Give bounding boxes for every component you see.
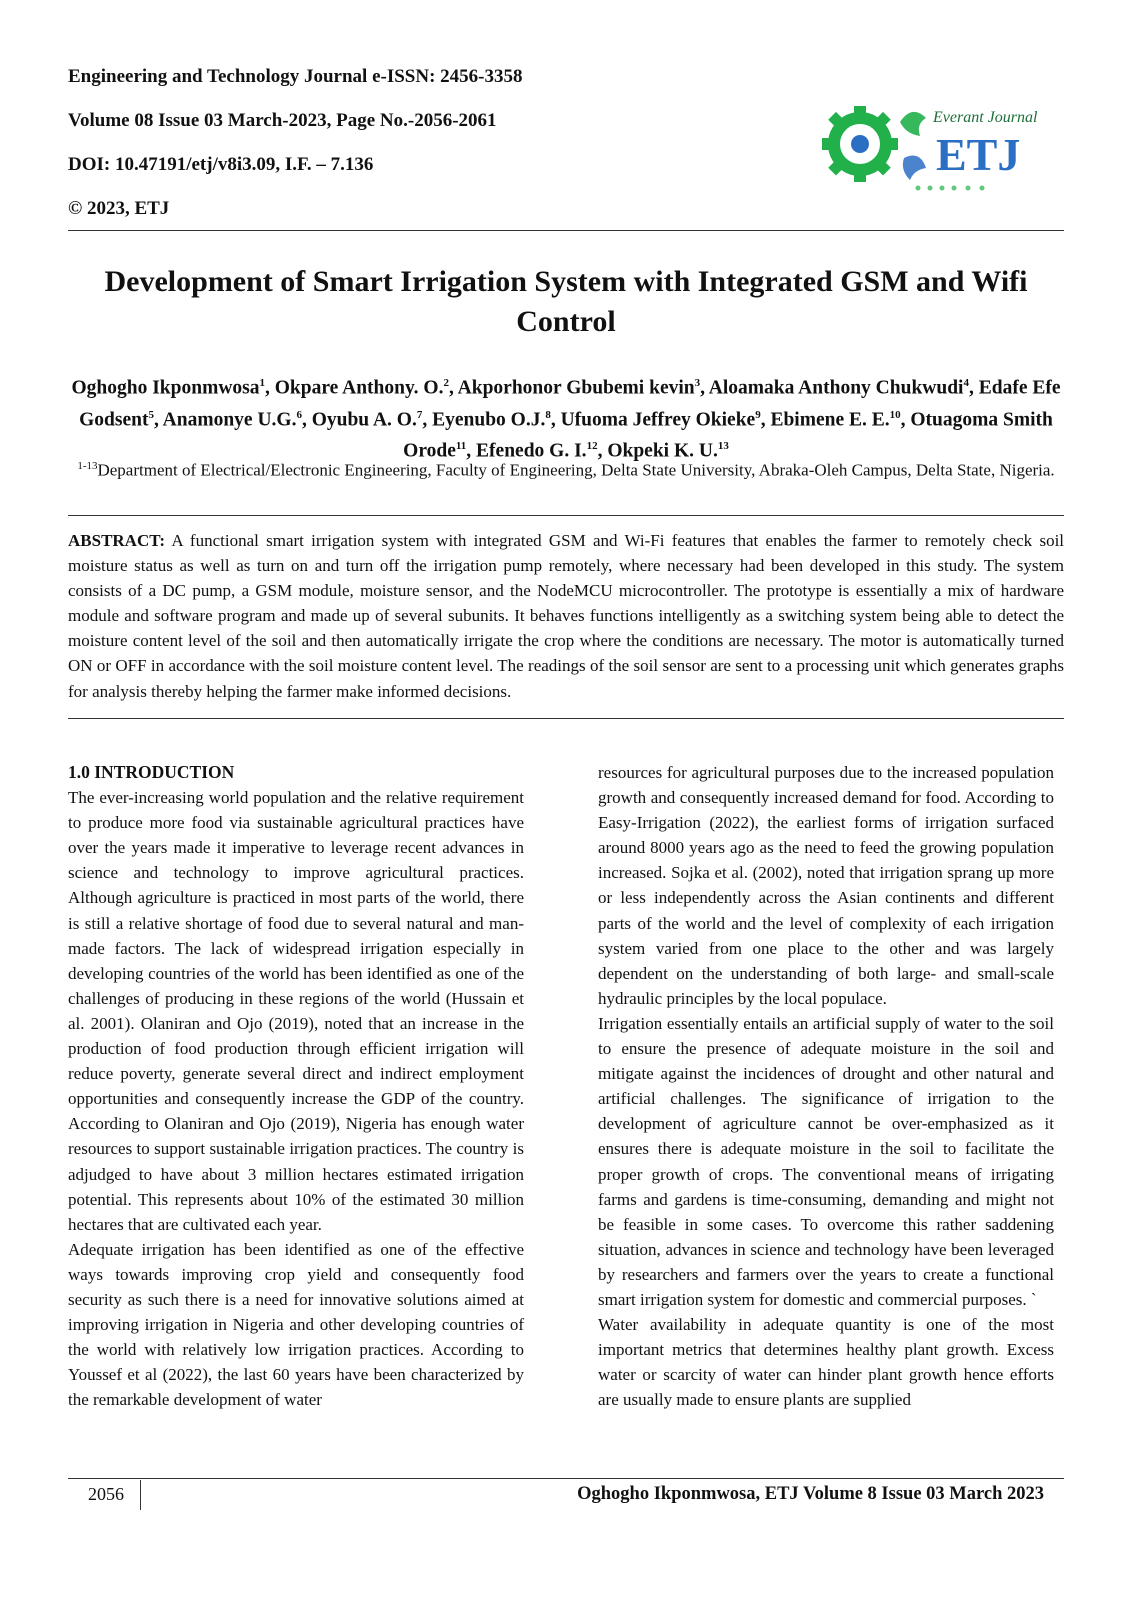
copyright: © 2023, ETJ	[68, 198, 170, 219]
author-affiliation-sup: 8	[545, 408, 551, 421]
abstract-label: ABSTRACT:	[68, 531, 165, 550]
journal-header	[68, 66, 828, 242]
running-footer: Oghogho Ikponmwosa, ETJ Volume 8 Issue 03 March 2023	[577, 1484, 1044, 1504]
footer-divider	[68, 1478, 1064, 1479]
affiliation-sup: 1-13	[77, 460, 98, 472]
author-name: Efenedo G. I.	[476, 440, 587, 462]
author-name: Okpare Anthony. O.	[274, 377, 444, 399]
author-affiliation-sup: 13	[717, 440, 729, 452]
author-name: Anamonye U.G.	[162, 409, 297, 430]
author-affiliation-sup: 11	[455, 440, 467, 452]
paragraph: resources for agricultural purposes due to the increased population growth and consequently increased demand for food. According to Easy-Irrigation (2022), the earliest forms of irrigation surfaced around 8000 years ago as the need to feed the growing population increased. Sojka et al. (2002), noted that irrigation sprang up more or less independently across the Asian continents and different parts of the world and the level of complexity of each irrigation system varied from one place to the other and was largely dependent on the understanding of both large- and small-scale hydraulic principles by the local populace.	[598, 763, 1054, 1008]
author-name: Edafe Efe Godsent	[79, 377, 1061, 430]
author-name: Ebimene E. E.	[770, 409, 890, 430]
author-name: Aloamaka Anthony Chukwudi	[708, 377, 964, 399]
author-affiliation-sup: 2	[443, 377, 449, 389]
author-name: Otuagoma Smith Orode	[403, 409, 1053, 462]
logo-main-text: ETJ	[936, 129, 1021, 180]
author-affiliation-sup: 12	[586, 440, 598, 452]
author-name: Akporhonor Gbubemi kevin	[457, 377, 695, 399]
author-name: Oghogho Ikponmwosa	[71, 377, 260, 399]
author-affiliation-sup: 7	[416, 408, 423, 421]
gear-icon	[822, 106, 898, 182]
paragraph: Adequate irrigation has been identified as one of the effective ways towards improving crop yield and consequently food security as such there is a need for innovative solutions aimed at improving irrigation in Nigeria and other developing countries of the world with relatively low irrigation practices. According to Youssef et al (2022), the last 60 years have been characterized by the remarkable development of water	[68, 1239, 524, 1410]
right-column	[598, 760, 1054, 1412]
author-name: Oyubu A. O.	[311, 409, 417, 430]
affiliation	[68, 454, 1064, 483]
affiliation-text: Department of Electrical/Electronic Engineering, Faculty of Engineering, Delta State University, Abraka-Oleh Campus, Delta State, Nigeria.	[97, 460, 1055, 480]
author-affiliation-sup: 10	[889, 408, 901, 421]
abstract	[68, 528, 1064, 704]
abstract-bottom-divider	[68, 718, 1064, 719]
etj-logo	[818, 92, 1048, 202]
page-number: 2056	[88, 1484, 124, 1504]
logo-top-text: Everant Journal	[933, 109, 1038, 126]
doi-info: DOI: 10.47191/etj/v8i3.09, I.F. – 7.136	[68, 154, 374, 175]
section-heading: 1.0 INTRODUCTION	[68, 762, 235, 782]
abstract-text: A functional smart irrigation system with integrated GSM and Wi-Fi features that enables the farmer to remotely check soil moisture status as well as turn on and turn off the irrigation pump remotely, where necessary had been developed in this study. The system consists of a DC pump, a GSM module, moisture sensor, and the NodeMCU microcontroller. The prototype is essentially a mix of hardware module and software program and made up of several subunits. It behaves functions intelligently as a switching system being able to detect the moisture content level of the soil and then automatically irrigate the crop where the conditions are necessary. The motor is automatically turned ON or OFF in accordance with the soil moisture content level. The readings of the soil sensor are sent to a processing unit which generates graphs for analysis thereby helping the farmer make informed decisions.	[68, 531, 1065, 701]
journal-name: Engineering and Technology Journal e-ISSN: 2456-3358	[68, 66, 523, 87]
paragraph: The ever-increasing world population and the relative requirement to produce more food via sustainable agricultural practices have over the years made it imperative to leverage recent advances in science and technology to improve agricultural practices. Although agriculture is practiced in most parts of the world, there is still a relative shortage of food due to several natural and man-made factors. The lack of widespread irrigation especially in developing countries of the world has been identified as one of the challenges of producing in these regions of the world (Hussain et al. 2001). Olaniran and Ojo (2019), noted that an increase in the production of food production through efficient irrigation will reduce poverty, generate several direct and indirect employment opportunities and consequently increase the GDP of the country. According to Olaniran and Ojo (2019), Nigeria has enough water resources to support sustainable irrigation practices. The country is adjudged to have about 3 million hectares estimated irrigation potential. This represents about 10% of the estimated 30 million hectares that are cultivated each year.	[68, 788, 524, 1234]
paragraph: Irrigation essentially entails an artificial supply of water to the soil to ensure the presence of adequate moisture in the soil and mitigate against the incidences of drought and other natural and artificial challenges. The significance of irrigation to the development of agriculture cannot be over-emphasized as it ensures there is adequate moisture in the soil to facilitate the proper growth of crops. The conventional means of irrigating farms and gardens is time-consuming, demanding and might not be feasible in some cases. To overcome this rather saddening situation, advances in science and technology have been leveraged by researchers and farmers over the years to create a functional smart irrigation system for domestic and commercial purposes. `	[598, 1013, 1054, 1309]
author-affiliation-sup: 9	[755, 408, 761, 421]
page-number-separator	[140, 1480, 141, 1510]
author-affiliation-sup: 3	[694, 377, 701, 389]
author-affiliation-sup: 4	[963, 377, 969, 389]
author-affiliation-sup: 1	[259, 377, 266, 389]
author-affiliation-sup: 5	[148, 408, 154, 421]
left-column	[68, 760, 524, 1412]
header-divider	[68, 230, 1064, 231]
author-name: Eyenubo O.J.	[432, 409, 546, 430]
paper-title: Development of Smart Irrigation System with Integrated GSM and Wifi Control	[104, 265, 1028, 338]
volume-info: Volume 08 Issue 03 March-2023, Page No.-2056-2061	[68, 110, 497, 131]
author-name: Okpeki K. U.	[607, 440, 718, 462]
author-list: Oghogho Ikponmwosa$^1$, Okpare Anthony. O.$^2$, Akporhonor Gbubemi kevin$^3$, Aloamaka Anthony Chukwudi$^4$, Edafe Efe Godsent$^5$, Anamonye U.G.$^6$, Oyubu A. O.$^7$, Eyenubo O.J.$^8$, Ufuoma Jeffrey Okieke$^9$, Ebimene E. E.$^{10}$, Otuagoma Smith Orode$^{11}$, Efenedo G. I.$^{12}$, Okpeki K. U.$^{13}$	[71, 377, 1061, 462]
author-affiliation-sup: 6	[296, 408, 302, 421]
paragraph: Water availability in adequate quantity is one of the most important metrics that determines healthy plant growth. Excess water or scarcity of water can hinder plant growth hence efforts are usually made to ensure plants are supplied	[598, 1315, 1054, 1410]
author-name: Ufuoma Jeffrey Okieke	[560, 409, 756, 430]
abstract-top-divider	[68, 515, 1064, 516]
